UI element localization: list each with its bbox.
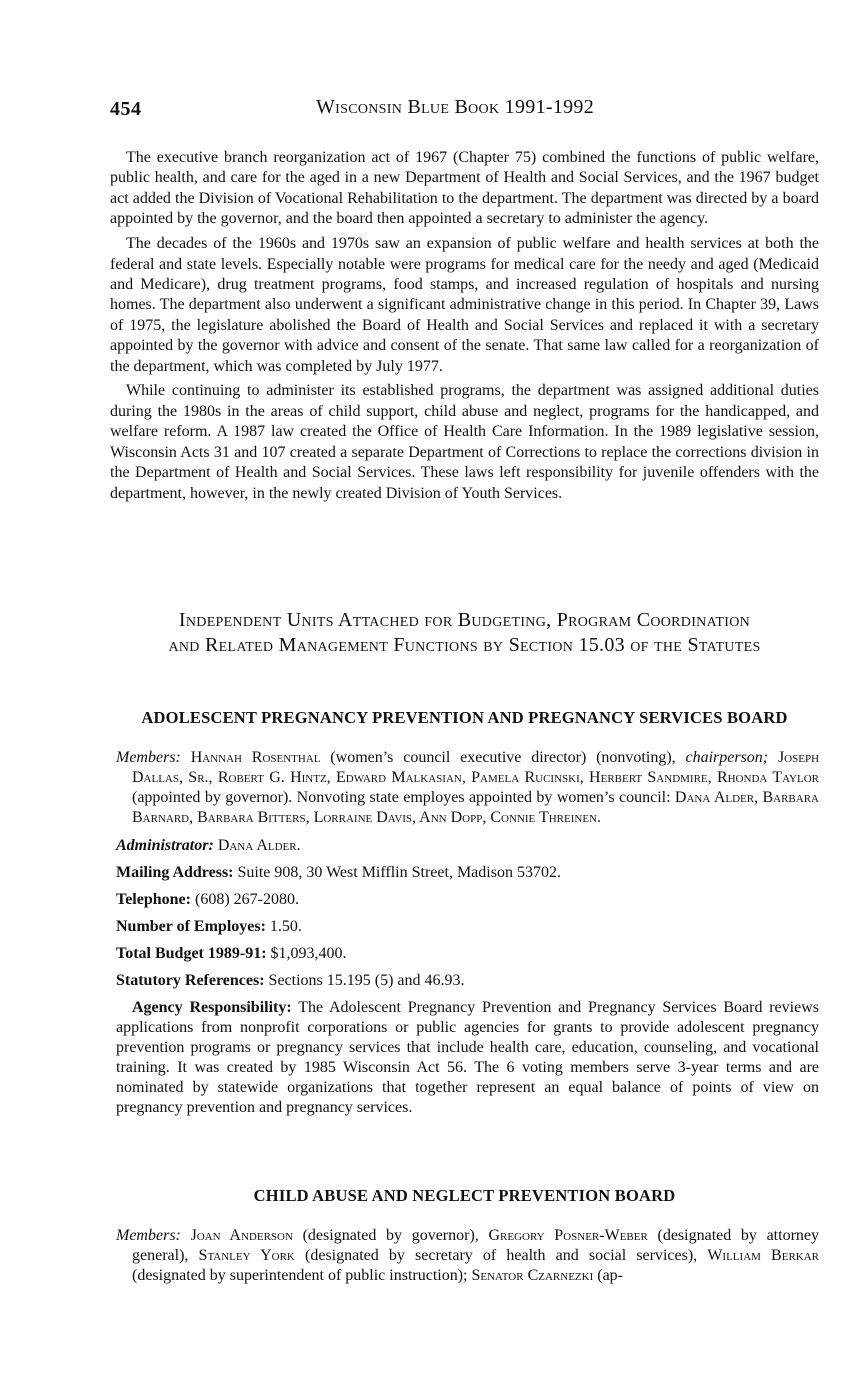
running-head: Wisconsin Blue Book 1991-1992 bbox=[316, 96, 595, 118]
page-number: 454 bbox=[110, 98, 142, 120]
board2-details bbox=[116, 1226, 819, 1286]
section-heading-line1: Independent Units Attached for Budgeting, Program Coordination bbox=[178, 609, 751, 631]
intro-paragraph: While continuing to administer its established programs, the department was assigned additional duties during the 1980s in the areas of child support, child abuse and neglect, programs for the handicapped, and welfare reform. A 1987 law created the Office of Health Care Information. In the 1989 legislative session, Wisconsin Acts 31 and 107 created a separate Department of Corrections to replace the corrections division in the Department of Health and Social Services. These laws left responsibility for juvenile offenders with the department, however, in the newly created Division of Youth Services. bbox=[110, 382, 819, 502]
intro-text bbox=[110, 148, 819, 508]
section-heading bbox=[110, 608, 819, 658]
section-heading-line2: and Related Management Functions by Section 15.03 of the Statutes bbox=[168, 634, 761, 656]
board2-members: Members: Joan Anderson (designated by governor), Gregory Posner-Weber (designated by attorney general), Stanley York (designated by secretary of health and social services), William Berkar (designated by superintendent of public instruction); Senator Czarnezki (ap- bbox=[116, 1227, 820, 1284]
board-title-adolescent-pregnancy: ADOLESCENT PREGNANCY PREVENTION AND PREGNANCY SERVICES BOARD bbox=[141, 708, 788, 727]
board1-telephone: Telephone: (608) 267-2080. bbox=[116, 891, 299, 908]
board1-mailing-address: Mailing Address: Suite 908, 30 West Mifflin Street, Madison 53702. bbox=[116, 864, 561, 881]
board1-employes: Number of Employes: 1.50. bbox=[116, 918, 302, 935]
intro-paragraph: The decades of the 1960s and 1970s saw an expansion of public welfare and health services at both the federal and state levels. Especially notable were programs for medical care for the needy and aged (Medicaid and Medicare), drug treatment programs, food stamps, and increased regulation of hospitals and nursing homes. The department also underwent a significant administrative change in this period. In Chapter 39, Laws of 1975, the legislature abolished the Board of Health and Social Services and replaced it with a secretary appointed by the governor with advice and consent of the senate. That same law called for a reorganization of the department, which was completed by July 1977. bbox=[110, 235, 819, 375]
board-title-child-abuse: CHILD ABUSE AND NEGLECT PREVENTION BOARD bbox=[253, 1186, 676, 1205]
board1-agency-responsibility: Agency Responsibility: The Adolescent Pregnancy Prevention and Pregnancy Services Board reviews applications from nonprofit corporations or public agencies for grants to provide adolescent pregnancy prevention programs or pregnancy services that include health care, education, counseling, and vocational training. It was created by 1985 Wisconsin Act 56. The 6 voting members serve 3-year terms and are nominated by statewide organizations that together represent an equal balance of points of view on pregnancy prevention and pregnancy services. bbox=[116, 999, 819, 1116]
board1-statutory-references: Statutory References: Sections 15.195 (5) and 46.93. bbox=[116, 972, 465, 989]
intro-paragraph: The executive branch reorganization act of 1967 (Chapter 75) combined the functions of public welfare, public health, and care for the aged in a new Department of Health and Social Services, and the 1967 budget act added the Division of Vocational Rehabilitation to the department. The department was directed by a board appointed by the governor, and the board then appointed a secretary to administer the agency. bbox=[110, 149, 819, 228]
board1-members: Members: Hannah Rosenthal (women’s council executive director) (nonvoting), chairperson; Joseph Dallas, Sr., Robert G. Hintz, Edward Malkasian, Pamela Rucinski, Herbert Sandmire, Rhonda Taylor (appointed by governor). Nonvoting state employes appointed by women’s council: Dana Alder, Barbara Barnard, Barbara Bitters, Lorraine Davis, Ann Dopp, Connie Threinen. bbox=[116, 749, 820, 826]
board1-administrator: Administrator: Dana Alder. bbox=[116, 837, 301, 854]
board1-details bbox=[116, 748, 819, 1118]
board1-budget: Total Budget 1989-91: $1,093,400. bbox=[116, 945, 347, 962]
members-label: Members: bbox=[116, 749, 181, 766]
